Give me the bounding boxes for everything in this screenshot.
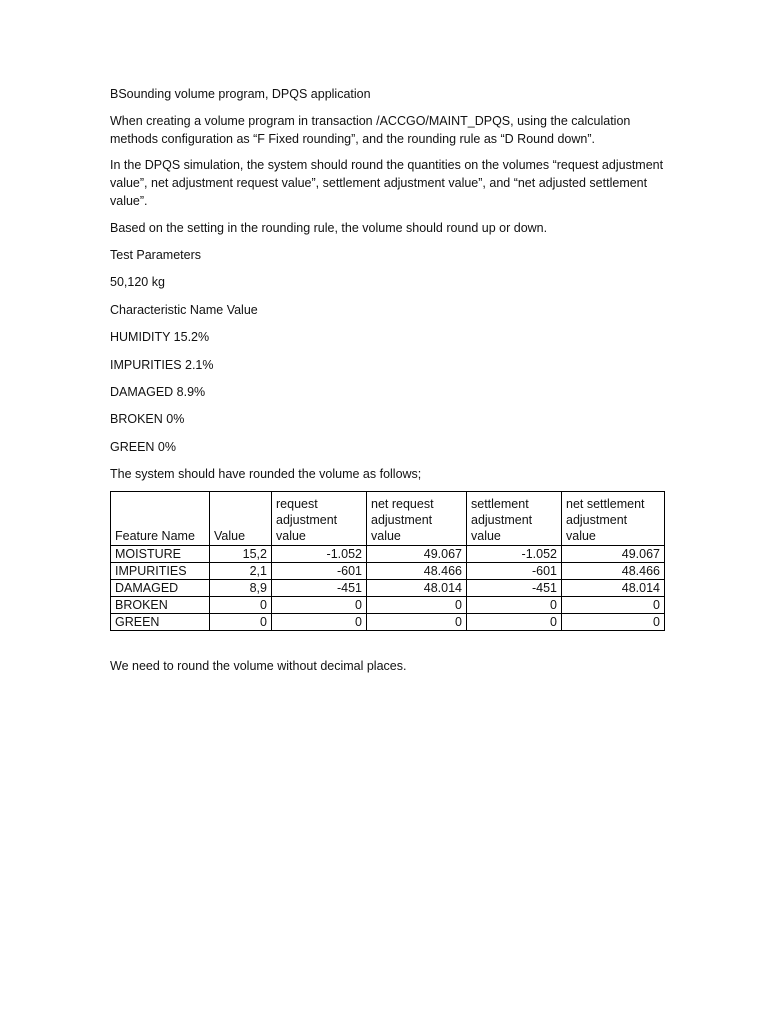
simulation-paragraph: In the DPQS simulation, the system should round the quantities on the volumes “request adjustment value”, net adjustment request value”, settlement adjustment value”, and “net adjusted settlement value”.: [110, 158, 664, 208]
cell-settlement-adjustment: -601: [467, 563, 562, 580]
characteristic-impurities: IMPURITIES 2.1%: [110, 357, 214, 372]
weight-value: 50,120 kg: [110, 275, 165, 290]
cell-net-settlement-adjustment: 49.067: [562, 546, 665, 563]
header-feature-name: Feature Name: [111, 492, 210, 546]
cell-value: 0: [210, 614, 272, 631]
cell-net-settlement-adjustment: 0: [562, 614, 665, 631]
cell-value: 2,1: [210, 563, 272, 580]
cell-net-request-adjustment: 48.014: [367, 580, 467, 597]
table-header-row: [111, 492, 665, 546]
header-net-settlement-adjustment: net settlement adjustment value: [562, 492, 665, 546]
header-settlement-adjustment: settlement adjustment value: [467, 492, 562, 546]
characteristic-damaged: DAMAGED 8.9%: [110, 384, 206, 399]
characteristic-humidity: HUMIDITY 15.2%: [110, 330, 210, 345]
cell-net-settlement-adjustment: 48.014: [562, 580, 665, 597]
table-row: [111, 614, 665, 631]
cell-settlement-adjustment: 0: [467, 597, 562, 614]
characteristic-green: GREEN 0%: [110, 439, 176, 454]
characteristic-header: Characteristic Name Value: [110, 302, 258, 317]
cell-feature-name: IMPURITIES: [111, 563, 210, 580]
closing-paragraph: We need to round the volume without decimal places.: [110, 659, 407, 674]
cell-settlement-adjustment: -1.052: [467, 546, 562, 563]
rounded-intro: The system should have rounded the volume as follows;: [110, 467, 422, 482]
characteristic-broken: BROKEN 0%: [110, 412, 185, 427]
table-row: [111, 580, 665, 597]
cell-settlement-adjustment: -451: [467, 580, 562, 597]
rounding-table: [110, 491, 665, 631]
cell-feature-name: GREEN: [111, 614, 210, 631]
cell-net-request-adjustment: 49.067: [367, 546, 467, 563]
cell-value: 0: [210, 597, 272, 614]
setting-paragraph: Based on the setting in the rounding rule, the volume should round up or down.: [110, 221, 548, 235]
cell-value: 8,9: [210, 580, 272, 597]
cell-request-adjustment: -451: [272, 580, 367, 597]
cell-settlement-adjustment: 0: [467, 614, 562, 631]
cell-feature-name: BROKEN: [111, 597, 210, 614]
header-value: Value: [210, 492, 272, 546]
cell-feature-name: MOISTURE: [111, 546, 210, 563]
cell-net-settlement-adjustment: 48.466: [562, 563, 665, 580]
document-title: BSounding volume program, DPQS application: [110, 87, 371, 101]
table-row: [111, 546, 665, 563]
table-row: [111, 597, 665, 614]
cell-request-adjustment: 0: [272, 597, 367, 614]
cell-request-adjustment: -1.052: [272, 546, 367, 563]
cell-value: 15,2: [210, 546, 272, 563]
cell-request-adjustment: -601: [272, 563, 367, 580]
document-page: [110, 85, 670, 675]
cell-net-request-adjustment: 48.466: [367, 563, 467, 580]
cell-net-request-adjustment: 0: [367, 597, 467, 614]
intro-paragraph: When creating a volume program in transaction /ACCGO/MAINT_DPQS, using the calculation methods configuration as “F Fixed rounding”, and the rounding rule as “D Round down”.: [110, 114, 631, 146]
table-row: [111, 563, 665, 580]
cell-feature-name: DAMAGED: [111, 580, 210, 597]
cell-net-settlement-adjustment: 0: [562, 597, 665, 614]
cell-request-adjustment: 0: [272, 614, 367, 631]
header-request-adjustment: request adjustment value: [272, 492, 367, 546]
cell-net-request-adjustment: 0: [367, 614, 467, 631]
header-net-request-adjustment: net request adjustment value: [367, 492, 467, 546]
test-parameters-label: Test Parameters: [110, 248, 202, 262]
